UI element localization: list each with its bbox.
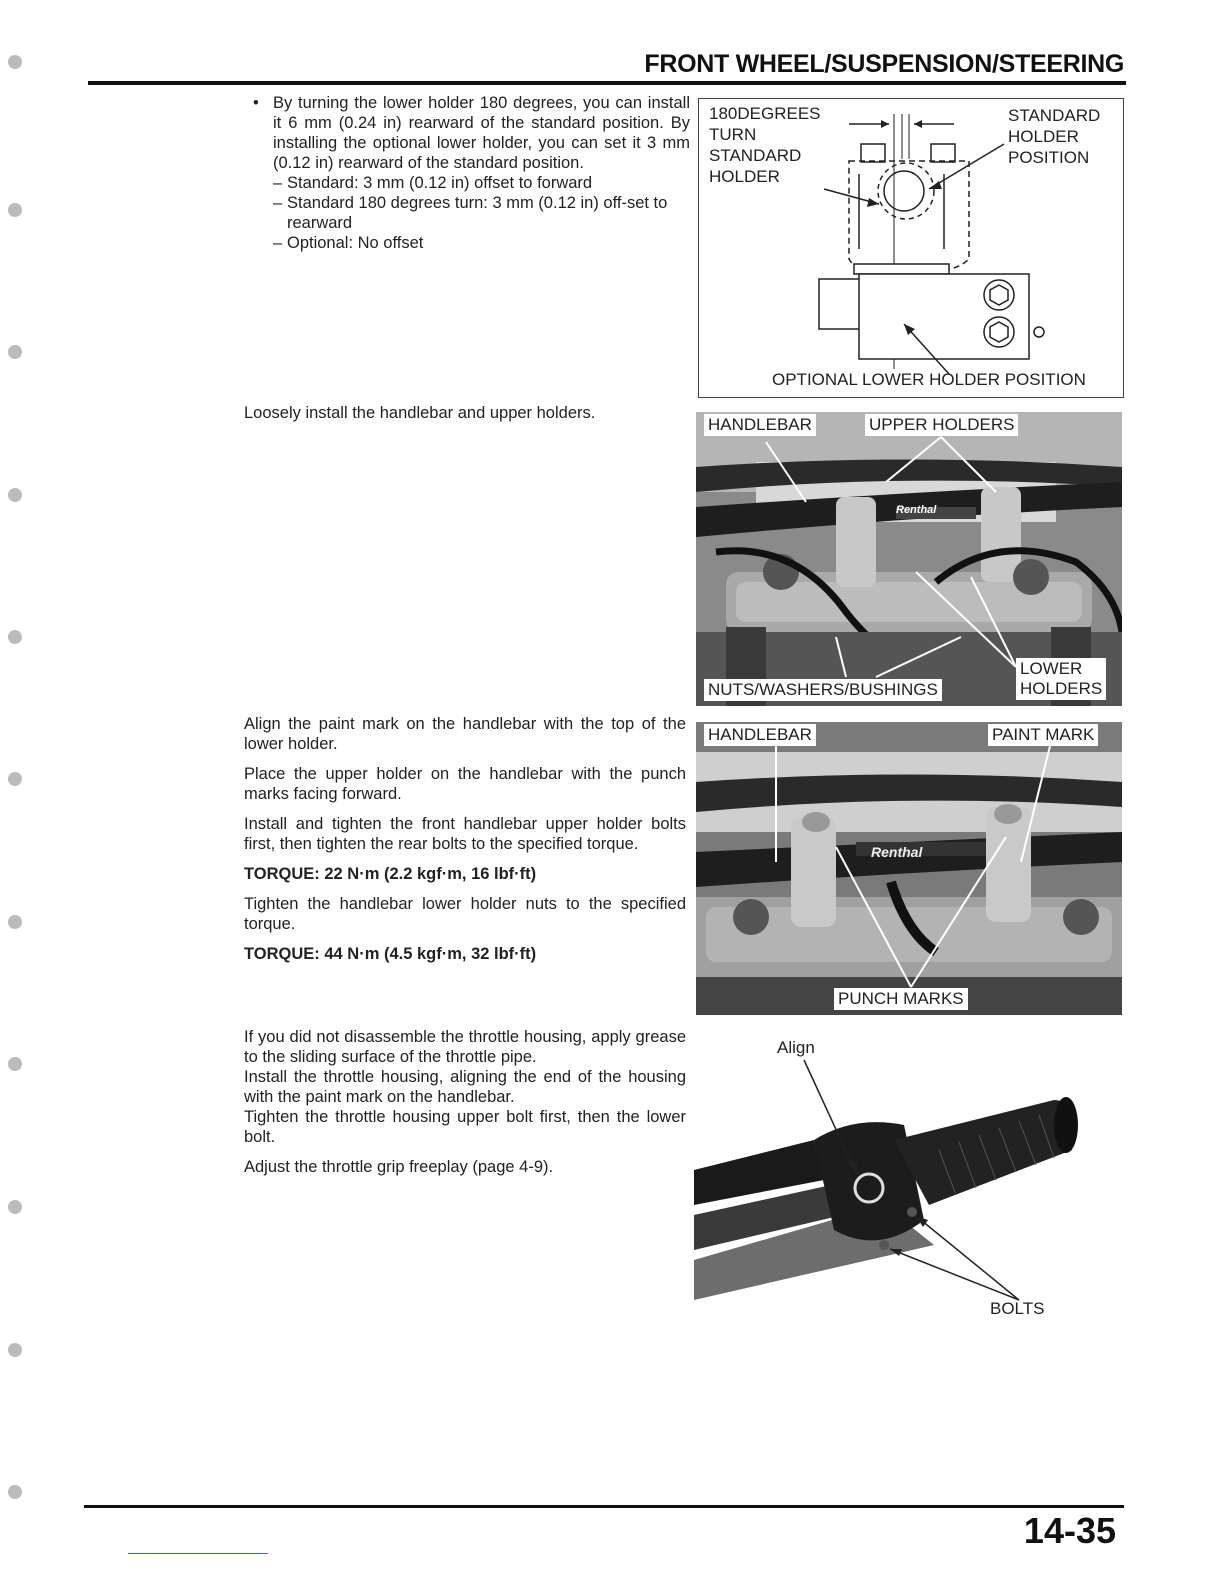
binder-hole bbox=[8, 1485, 22, 1499]
handlebar-holders-photo bbox=[696, 412, 1122, 706]
step-place: Place the upper holder on the handlebar with the punch marks facing forward. bbox=[244, 765, 686, 803]
binder-hole bbox=[8, 345, 22, 359]
step-adjust: Adjust the throttle grip freeplay (page 4-9). bbox=[244, 1158, 554, 1176]
footer-link-underline bbox=[128, 1553, 268, 1554]
throttle-svg bbox=[694, 1030, 1122, 1330]
intro-block bbox=[253, 93, 690, 253]
lower-holders-label: LOWER HOLDERS bbox=[1016, 658, 1106, 700]
holder-position-diagram bbox=[698, 98, 1124, 398]
dash-item: – Optional: No offset bbox=[273, 234, 424, 252]
torque-spec-upper: TORQUE: 22 N·m (2.2 kgf·m, 16 lbf·ft) bbox=[244, 865, 537, 883]
optional-holder-label: OPTIONAL LOWER HOLDER POSITION bbox=[772, 370, 1086, 389]
bullet-text: By turning the lower holder 180 degrees, you can install it 6 mm (0.24 in) rearward of the standard position. By installing the optional lower holder, you can set it 3 mm (0.12 in) rearward of the standard position. bbox=[273, 94, 690, 172]
torque-spec-lower: TORQUE: 44 N·m (4.5 kgf·m, 32 lbf·ft) bbox=[244, 945, 537, 963]
nuts-washers-bushings-label: NUTS/WASHERS/BUSHINGS bbox=[704, 679, 942, 701]
binder-hole bbox=[8, 1057, 22, 1071]
align-label: Align bbox=[777, 1038, 815, 1057]
turn-holder-label: 180DEGREES TURN STANDARD HOLDER bbox=[709, 104, 821, 186]
page-number: 14-35 bbox=[1023, 1510, 1116, 1551]
handlebar-label: HANDLEBAR bbox=[704, 724, 816, 746]
bullet-item bbox=[253, 93, 690, 173]
footer-rule bbox=[84, 1505, 1124, 1508]
step-group-throttle bbox=[244, 1027, 686, 1187]
binder-hole bbox=[8, 203, 22, 217]
step-align: Align the paint mark on the handlebar with the top of the lower holder. bbox=[244, 715, 686, 753]
binder-hole bbox=[8, 488, 22, 502]
step-loosely: Loosely install the handlebar and upper holders. bbox=[244, 404, 596, 422]
paint-mark-photo bbox=[696, 722, 1122, 1015]
binder-hole bbox=[8, 1343, 22, 1357]
header-rule bbox=[88, 81, 1126, 85]
dash-item: – Standard: 3 mm (0.12 in) offset to forward bbox=[273, 174, 593, 192]
paint-mark-label: PAINT MARK bbox=[988, 724, 1098, 746]
punch-marks-label: PUNCH MARKS bbox=[834, 988, 968, 1010]
bullet-dot: • bbox=[253, 94, 259, 112]
binder-hole bbox=[8, 630, 22, 644]
step-throttle: If you did not disassemble the throttle housing, apply grease to the sliding surface of the throttle pipe. Install the throttle housing, aligning the end of the housing with the paint mark on the handlebar. Tighten the throttle housing upper bolt first, then the lower bolt. bbox=[244, 1028, 686, 1146]
binder-hole bbox=[8, 772, 22, 786]
standard-holder-label: STANDARD HOLDER POSITION bbox=[1008, 106, 1101, 167]
binder-hole bbox=[8, 55, 22, 69]
dash-item: – Standard 180 degrees turn: 3 mm (0.12 in) off-set to rearward bbox=[273, 194, 668, 232]
step-group-holders bbox=[244, 714, 686, 974]
brand-decal: Renthal bbox=[896, 504, 937, 516]
bolts-label: BOLTS bbox=[990, 1299, 1045, 1318]
step-install: Install and tighten the front handlebar upper holder bolts first, then tighten the rear bolts to the specified torque. bbox=[244, 815, 686, 853]
section-title: FRONT WHEEL/SUSPENSION/STEERING bbox=[644, 50, 1124, 78]
handlebar-label: HANDLEBAR bbox=[704, 414, 816, 436]
binder-hole bbox=[8, 915, 22, 929]
photo-illustration bbox=[696, 722, 1122, 1015]
throttle-housing-illustration bbox=[694, 1030, 1122, 1330]
step-tighten: Tighten the handlebar lower holder nuts to the specified torque. bbox=[244, 895, 686, 933]
binder-hole bbox=[8, 1200, 22, 1214]
brand-decal: Renthal bbox=[871, 844, 923, 860]
upper-holders-label: UPPER HOLDERS bbox=[865, 414, 1018, 436]
